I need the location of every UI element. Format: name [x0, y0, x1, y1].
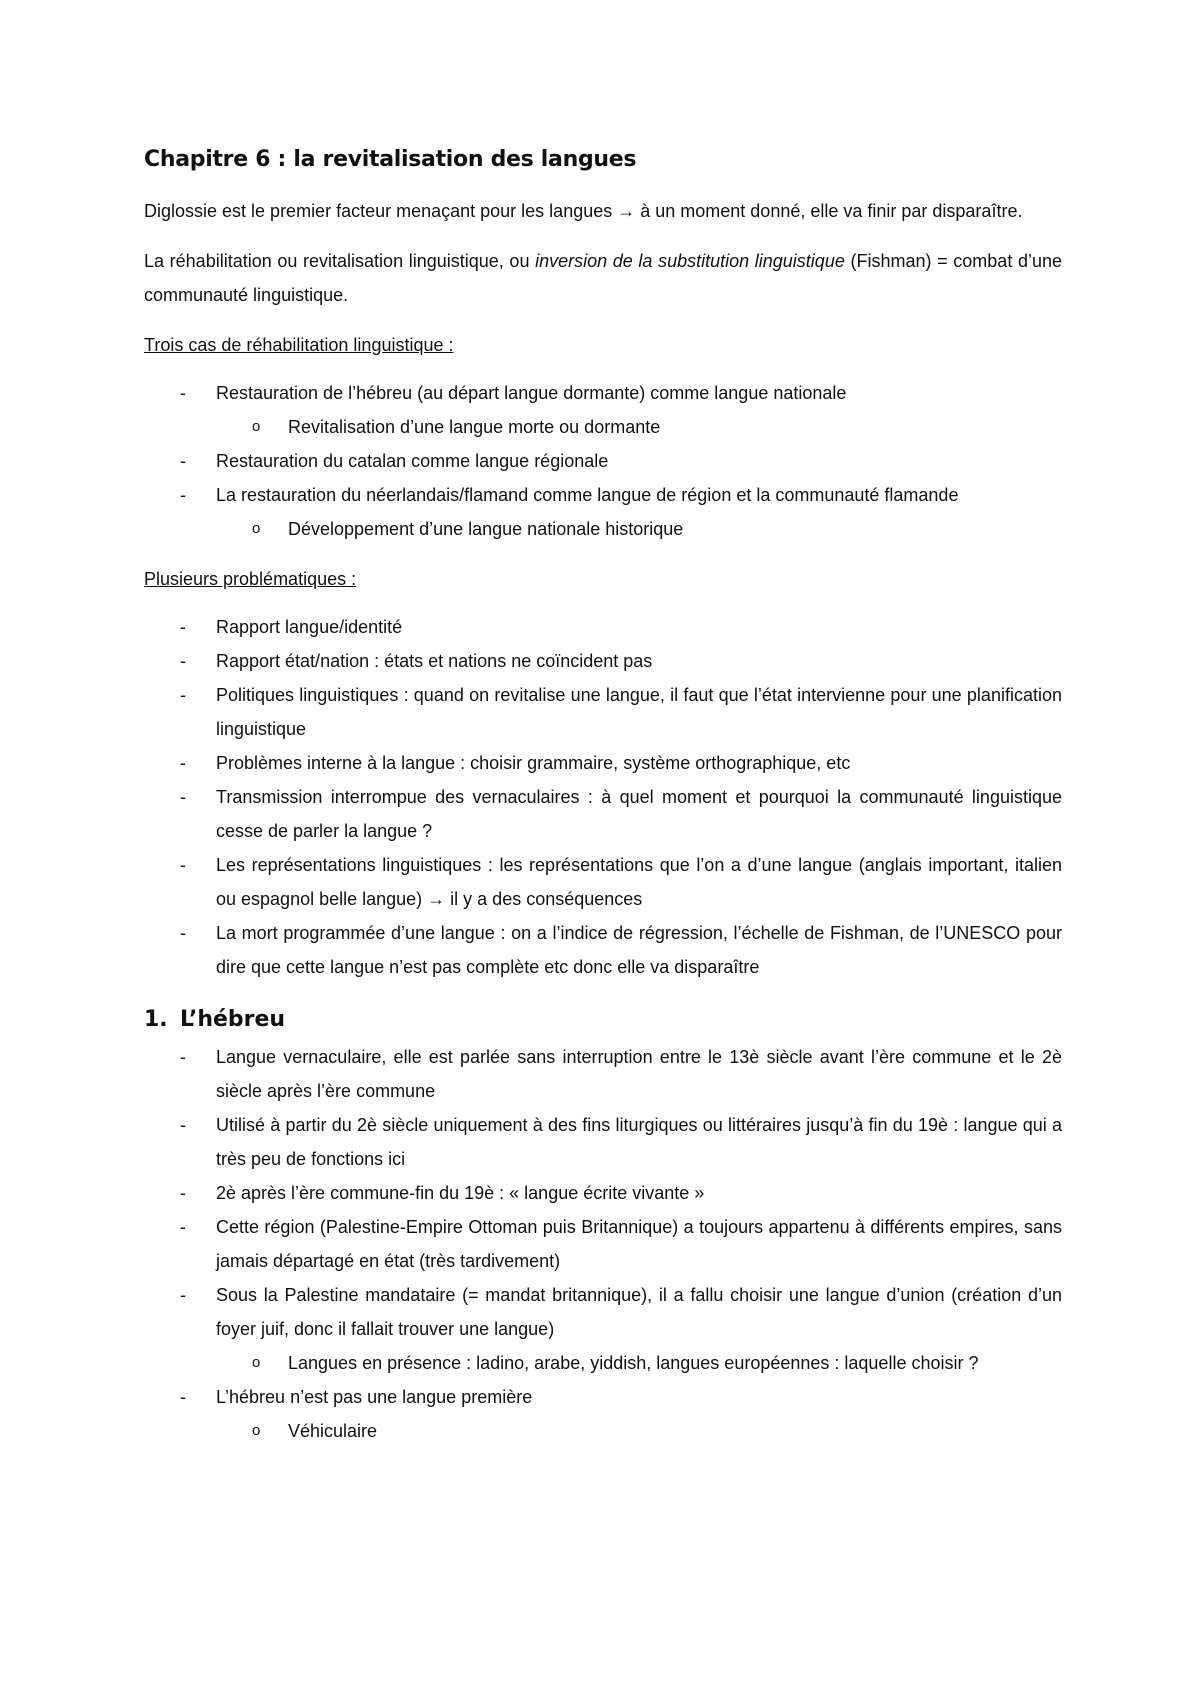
- dash-bullet: -: [180, 383, 186, 403]
- dash-bullet: -: [180, 1387, 186, 1407]
- sub-list-item: [216, 512, 1062, 546]
- sub-list: [216, 512, 1062, 546]
- dash-bullet: -: [180, 651, 186, 671]
- list-item-text: Restauration de l’hébreu (au départ langue dormante) comme langue nationale: [216, 383, 847, 403]
- chapter-title: Chapitre 6 : la revitalisation des langues: [144, 147, 637, 172]
- section-heading-hebreu: [144, 1002, 1062, 1038]
- list-item: [144, 1108, 1062, 1176]
- list-item: [144, 478, 1062, 546]
- problems-heading-colon: :: [346, 569, 357, 589]
- list-item-text: Langue vernaculaire, elle est parlée sans interruption entre le 13è siècle avant l’ère commune et le 2è siècle après l’ère commune: [216, 1047, 1062, 1101]
- rehab-text-italic: inversion de la substitution linguistique: [535, 251, 845, 271]
- list-item: [144, 376, 1062, 444]
- list-item-text: 2è après l’ère commune-fin du 19è : « langue écrite vivante »: [216, 1183, 705, 1203]
- circle-bullet: o: [252, 1354, 261, 1371]
- dash-bullet: -: [180, 1047, 186, 1067]
- list-item-text: Problèmes interne à la langue : choisir grammaire, système orthographique, etc: [216, 753, 851, 773]
- dash-bullet: -: [180, 1183, 186, 1203]
- list-item-text: Politiques linguistiques : quand on revitalise une langue, il faut que l’état intervienne pour une planification linguistique: [216, 685, 1062, 739]
- problems-heading-text: Plusieurs problématiques: [144, 569, 347, 589]
- list-item-text: La restauration du néerlandais/flamand comme langue de région et la communauté flamande: [216, 485, 959, 505]
- sub-list-item-text: Langues en présence : ladino, arabe, yiddish, langues européennes : laquelle choisir ?: [288, 1353, 979, 1373]
- sub-list: [216, 410, 1062, 444]
- circle-bullet: o: [252, 520, 261, 537]
- dash-bullet: -: [180, 787, 186, 807]
- list-item: [144, 1176, 1062, 1210]
- list-item: [144, 1210, 1062, 1278]
- rehab-text-before: La réhabilitation ou revitalisation linguistique, ou: [144, 251, 536, 271]
- section-title-text: L’hébreu: [180, 1007, 286, 1032]
- rehabilitation-paragraph: [144, 244, 1062, 312]
- list-item: [144, 916, 1062, 984]
- list-item-text: Cette région (Palestine-Empire Ottoman puis Britannique) a toujours appartenu à différents empires, sans jamais départagé en état (très tardivement): [216, 1217, 1062, 1271]
- section-number: 1.: [144, 1007, 168, 1032]
- sub-list: [216, 1414, 1062, 1448]
- problems-heading: [144, 562, 1062, 596]
- dash-bullet: -: [180, 923, 186, 943]
- cases-heading-text: Trois cas de réhabilitation linguistique: [144, 335, 444, 355]
- list-item: [144, 1380, 1062, 1448]
- list-item: [144, 848, 1062, 916]
- dash-bullet: -: [180, 855, 186, 875]
- list-item-text: Utilisé à partir du 2è siècle uniquement à des fins liturgiques ou littéraires jusqu’à fin du 19è : langue qui a très peu de fonctions ici: [216, 1115, 1062, 1169]
- list-item: [144, 644, 1062, 678]
- list-item-text: Restauration du catalan comme langue régionale: [216, 451, 609, 471]
- sub-list-item: [216, 1414, 1062, 1448]
- list-item: [144, 444, 1062, 478]
- dash-bullet: -: [180, 1217, 186, 1237]
- dash-bullet: -: [180, 685, 186, 705]
- cases-heading-colon: :: [443, 335, 454, 355]
- rehab-text-after: (Fishman) = combat d’une communauté linguistique.: [144, 251, 1062, 305]
- document-page: [144, 140, 1062, 1464]
- list-item: [144, 678, 1062, 746]
- list-item: [144, 610, 1062, 644]
- list-item-text: Sous la Palestine mandataire (= mandat britannique), il a fallu choisir une langue d’union (création d’un foyer juif, donc il fallait trouver une langue): [216, 1285, 1062, 1339]
- sub-list-item: [216, 410, 1062, 444]
- list-item: [144, 780, 1062, 848]
- problems-list: [144, 610, 1062, 984]
- sub-list-item: [216, 1346, 1062, 1380]
- cases-list: [144, 376, 1062, 546]
- cases-heading: [144, 328, 1062, 362]
- list-item: [144, 1040, 1062, 1108]
- sub-list: [216, 1346, 1062, 1380]
- list-item-text: Rapport langue/identité: [216, 617, 403, 637]
- list-item-text: Les représentations linguistiques : les représentations que l’on a d’une langue (anglais important, italien ou espagnol belle langue) → il y a des conséquences: [216, 855, 1062, 909]
- hebreu-list: [144, 1040, 1062, 1448]
- sub-list-item-text: Développement d’une langue nationale historique: [288, 519, 684, 539]
- list-item-text: L’hébreu n’est pas une langue première: [216, 1387, 533, 1407]
- dash-bullet: -: [180, 753, 186, 773]
- list-item-text: Transmission interrompue des vernaculaires : à quel moment et pourquoi la communauté linguistique cesse de parler la langue ?: [216, 787, 1062, 841]
- intro-paragraph: Diglossie est le premier facteur menaçant pour les langues → à un moment donné, elle va finir par disparaître.: [144, 201, 1023, 221]
- dash-bullet: -: [180, 485, 186, 505]
- list-item: [144, 1278, 1062, 1380]
- dash-bullet: -: [180, 617, 186, 637]
- sub-list-item-text: Véhiculaire: [288, 1421, 378, 1441]
- circle-bullet: o: [252, 418, 261, 435]
- circle-bullet: o: [252, 1422, 261, 1439]
- list-item-text: Rapport état/nation : états et nations ne coïncident pas: [216, 651, 653, 671]
- dash-bullet: -: [180, 1285, 186, 1305]
- dash-bullet: -: [180, 1115, 186, 1135]
- dash-bullet: -: [180, 451, 186, 471]
- list-item-text: La mort programmée d’une langue : on a l’indice de régression, l’échelle de Fishman, de l’UNESCO pour dire que cette langue n’est pas complète etc donc elle va disparaître: [216, 923, 1062, 977]
- list-item: [144, 746, 1062, 780]
- sub-list-item-text: Revitalisation d’une langue morte ou dormante: [288, 417, 661, 437]
